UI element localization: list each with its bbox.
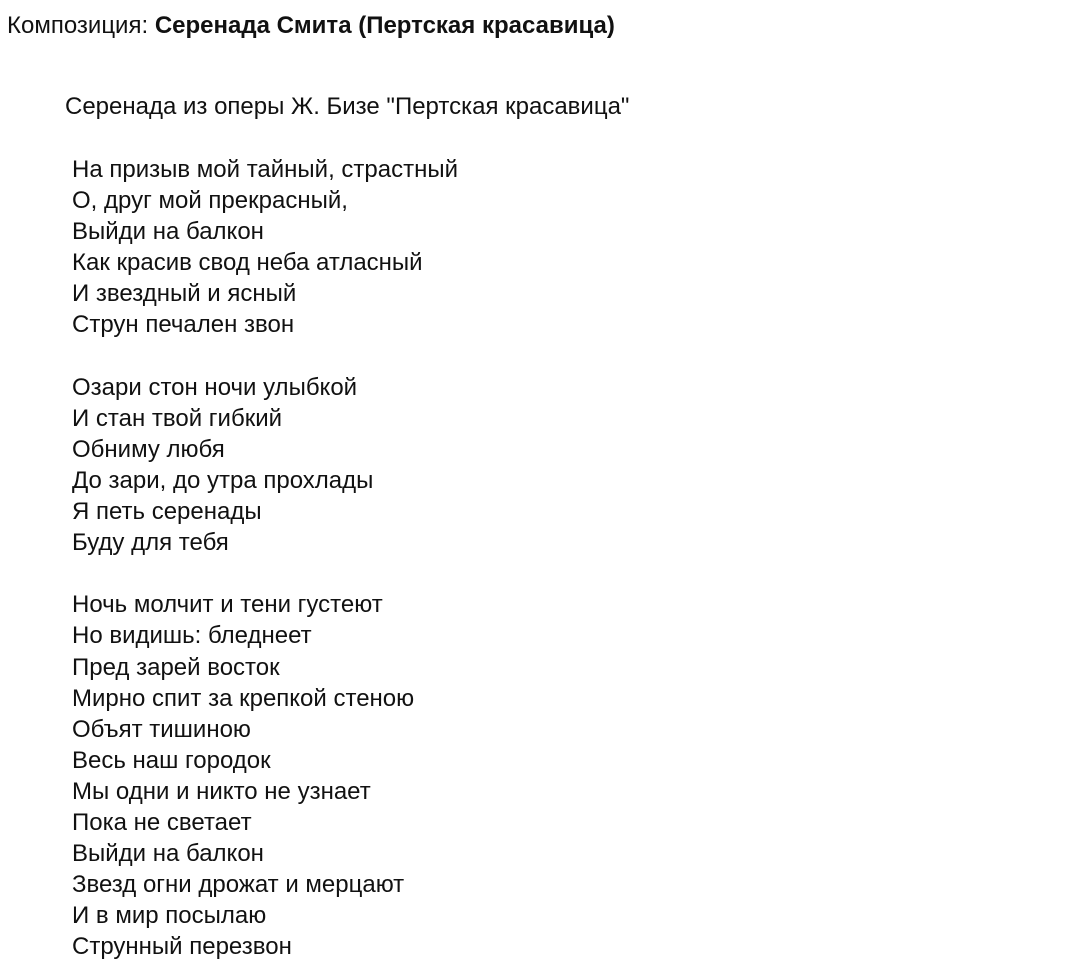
- stanza-gap: [72, 341, 458, 372]
- lyric-line: Выйди на балкон: [72, 840, 264, 868]
- stanza-gap: [72, 558, 458, 589]
- lyrics-body: [72, 154, 458, 962]
- lyric-line: И стан твой гибкий: [72, 404, 283, 432]
- lyric-line: И звездный и ясный: [72, 280, 297, 308]
- lyric-line: Пока не светает: [72, 808, 252, 836]
- lyric-line: О, друг мой прекрасный,: [72, 187, 348, 215]
- lyric-line: Я петь серенады: [72, 498, 262, 526]
- composition-label: Композиция:: [7, 12, 149, 39]
- lyrics-subtitle: Серенада из оперы Ж. Бизе "Пертская красавица": [65, 93, 630, 120]
- lyric-line: Струнный перезвон: [72, 933, 292, 961]
- lyric-line: На призыв мой тайный, страстный: [72, 156, 459, 183]
- lyric-line: Мы одни и никто не узнает: [72, 777, 371, 805]
- lyric-line: Звезд огни дрожат и мерцают: [72, 871, 405, 899]
- lyric-line: Ночь молчит и тени густеют: [72, 591, 383, 619]
- lyric-line: Выйди на балкон: [72, 218, 264, 246]
- stanza: [72, 372, 458, 559]
- composition-title: Серенада Смита (Пертская красавица): [154, 12, 615, 39]
- lyric-line: Но видишь: бледнеет: [72, 622, 312, 650]
- lyric-line: Как красив свод неба атласный: [72, 249, 423, 277]
- lyric-line: До зари, до утра прохлады: [72, 466, 374, 494]
- lyric-line: Струн печален звон: [72, 311, 295, 339]
- lyric-line: Пред зарей восток: [72, 653, 280, 681]
- lyric-line: Буду для тебя: [72, 529, 229, 557]
- stanza: [72, 154, 458, 341]
- lyric-line: Объят тишиною: [72, 715, 251, 743]
- lyric-line: Озари стон ночи улыбкой: [72, 373, 358, 401]
- lyric-line: И в мир посылаю: [72, 902, 267, 930]
- composition-header: [7, 11, 615, 41]
- lyric-line: Обниму любя: [72, 435, 225, 463]
- lyric-line: Весь наш городок: [72, 746, 271, 774]
- stanza: [72, 589, 458, 962]
- lyric-line: Мирно спит за крепкой стеною: [72, 684, 415, 712]
